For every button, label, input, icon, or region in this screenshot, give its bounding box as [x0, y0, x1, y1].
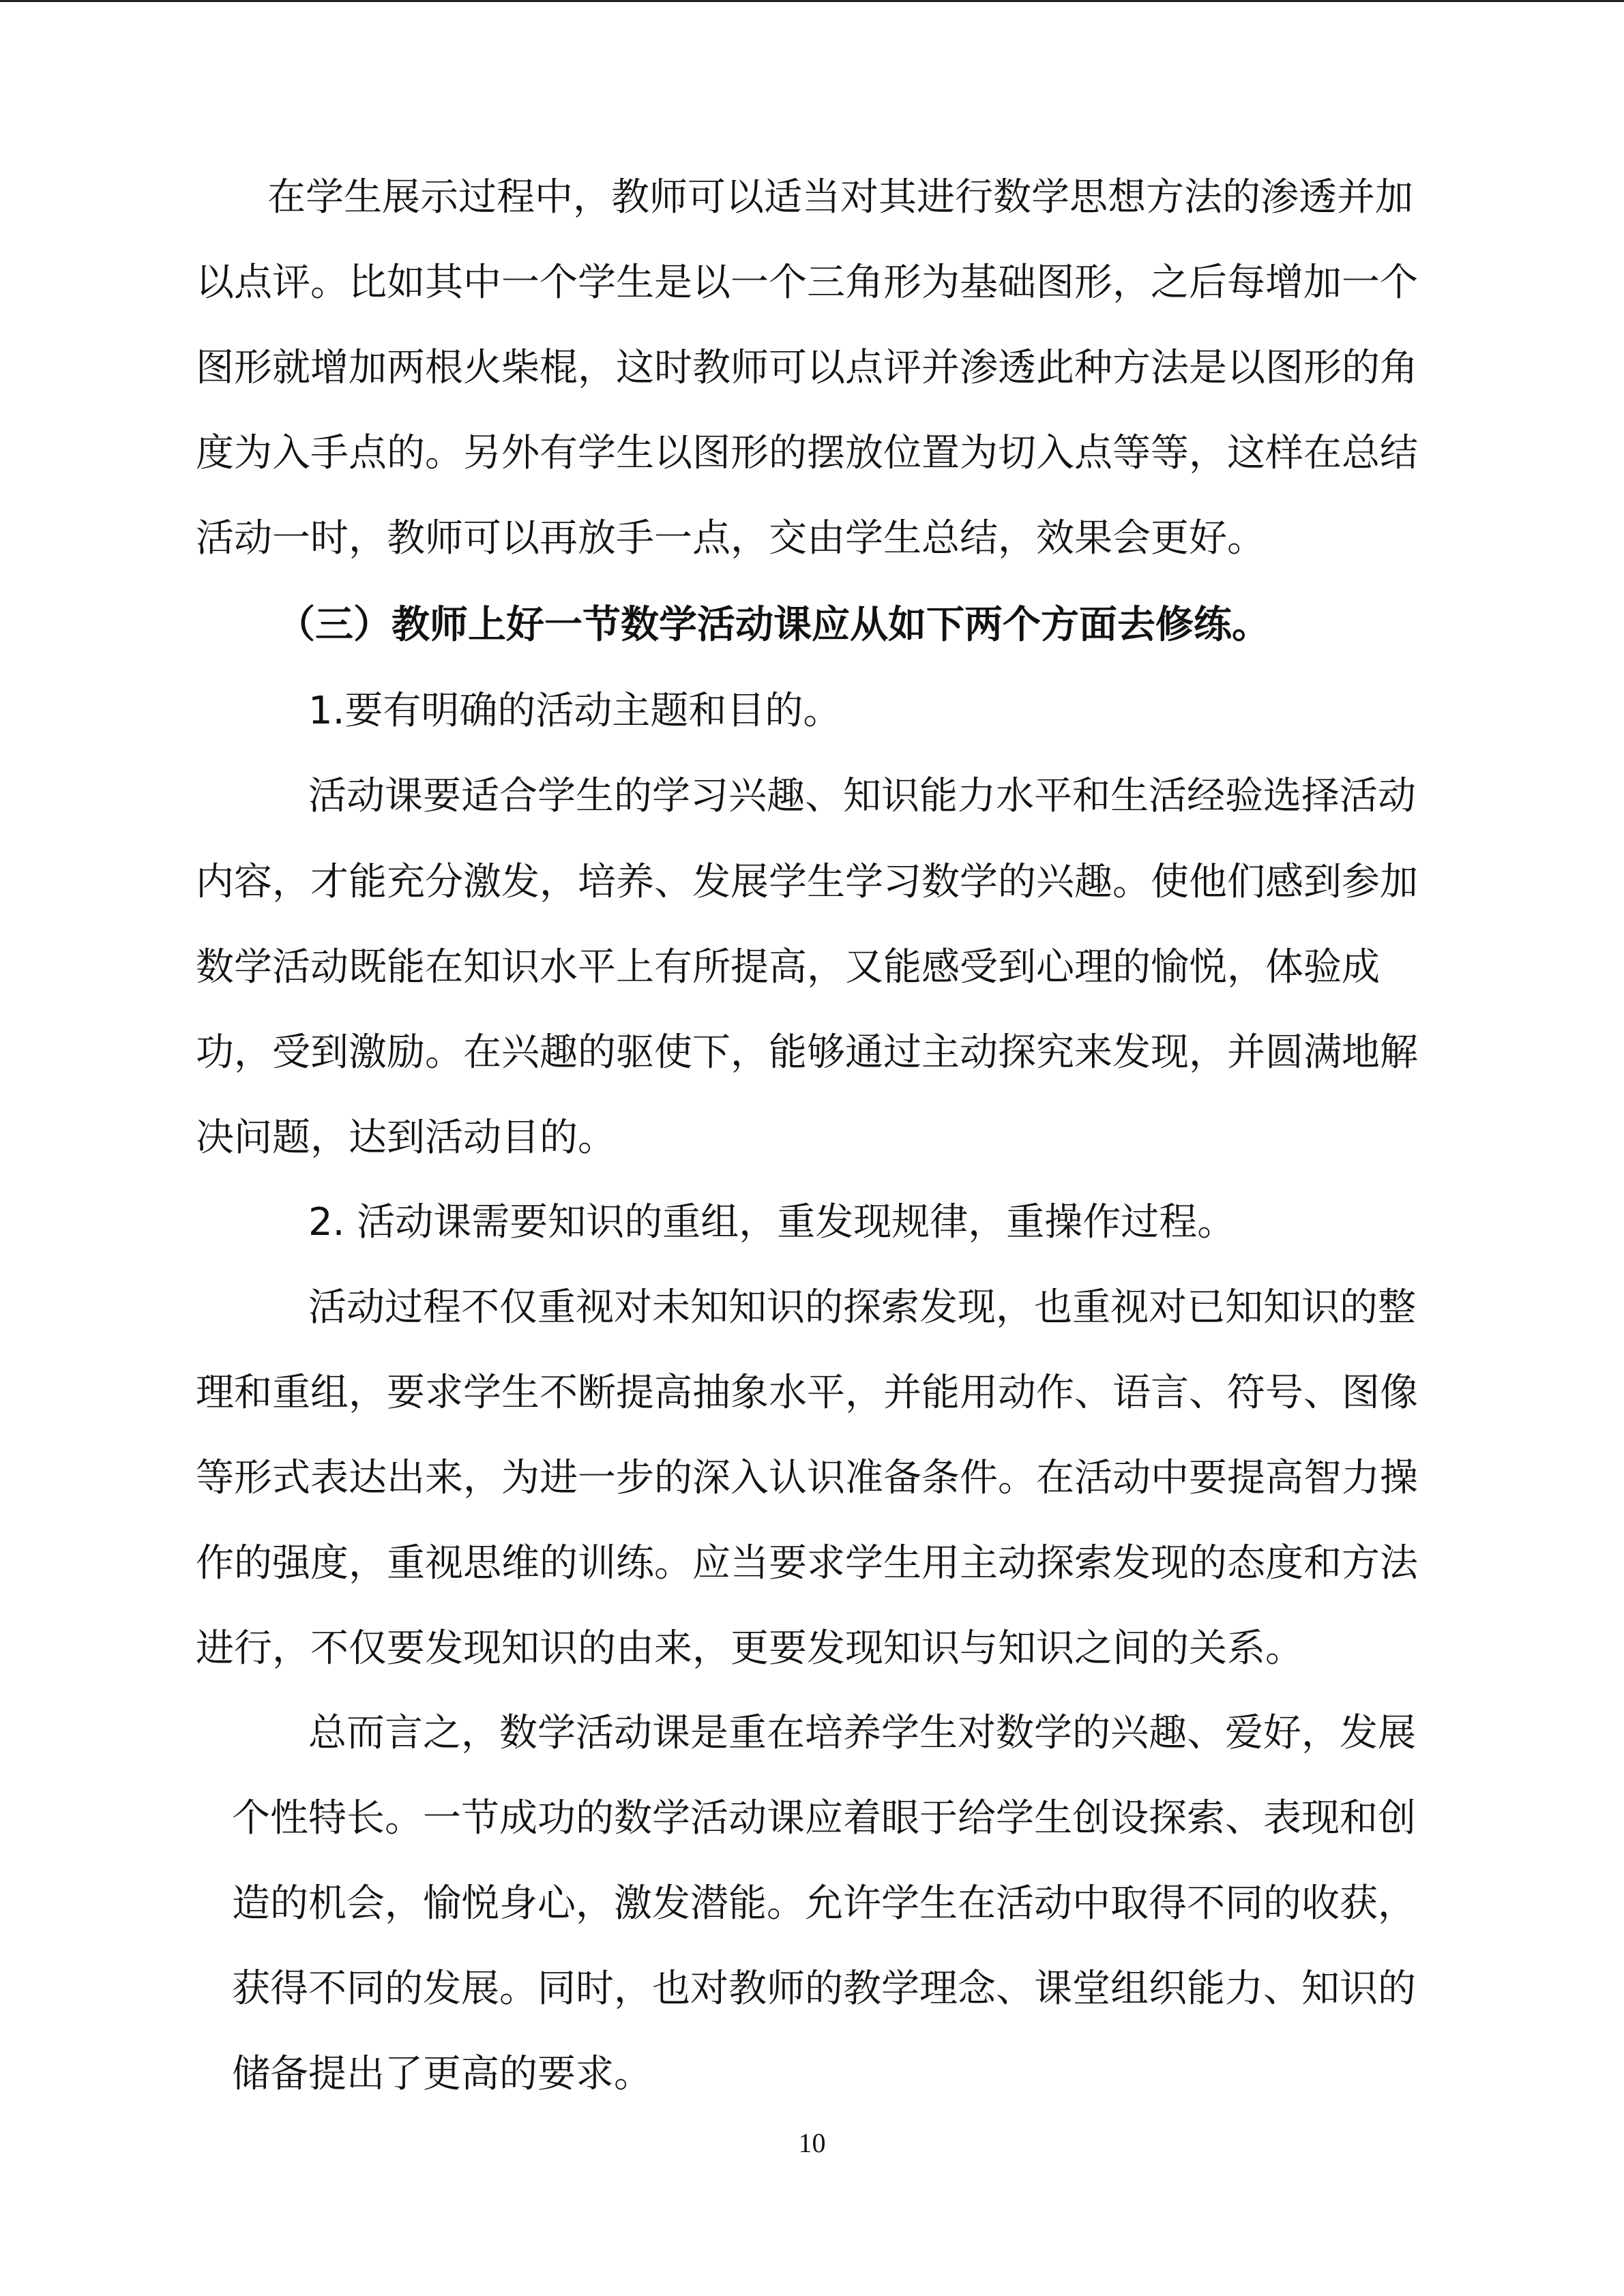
- text-line: 度为入手点的。另外有学生以图形的摆放位置为切入点等等，这样在总结: [196, 431, 1418, 475]
- text-line: 功，受到激励。在兴趣的驱使下，能够通过主动探究来发现，并圆满地解: [196, 1030, 1418, 1075]
- text-line: 内容，才能充分激发，培养、发展学生学习数学的兴趣。使他们感到参加: [196, 860, 1418, 904]
- text-line: 等形式表达出来，为进一步的深入认识准备条件。在活动中要提高智力操: [196, 1456, 1418, 1500]
- text-line: 活动一时，教师可以再放手一点，交由学生总结，效果会更好。: [196, 516, 1265, 561]
- subheading-2: 2. 活动课需要知识的重组，重发现规律，重操作过程。: [308, 1200, 1236, 1244]
- text-line: 总而言之，数学活动课是重在培养学生对数学的兴趣、爱好，发展: [308, 1711, 1416, 1755]
- text-line: 数学活动既能在知识水平上有所提高，又能感受到心理的愉悦，体验成: [196, 945, 1380, 989]
- text-line: 决问题，达到活动目的。: [196, 1116, 616, 1160]
- section-heading: （三）教师上好一节数学活动课应从如下两个方面去修练。: [277, 603, 1270, 647]
- text-line: 储备提出了更高的要求。: [232, 2052, 652, 2096]
- text-line: 活动过程不仅重视对未知知识的探索发现，也重视对已知知识的整: [308, 1285, 1416, 1330]
- text-line: 作的强度，重视思维的训练。应当要求学生用主动探索发现的态度和方法: [196, 1541, 1418, 1585]
- text-line: 造的机会，愉悦身心，激发潜能。允许学生在活动中取得不同的收获，: [232, 1881, 1416, 1926]
- text-line: 进行，不仅要发现知识的由来，更要发现知识与知识之间的关系。: [196, 1626, 1303, 1671]
- text-line: 以点评。比如其中一个学生是以一个三角形为基础图形，之后每增加一个: [196, 260, 1418, 305]
- subheading-1: 1.要有明确的活动主题和目的。: [308, 689, 842, 733]
- text-line: 活动课要适合学生的学习兴趣、知识能力水平和生活经验选择活动: [308, 774, 1416, 818]
- page-top-border: [0, 0, 1624, 2]
- page-number: 10: [798, 2128, 826, 2158]
- text-line: 获得不同的发展。同时，也对教师的教学理念、课堂组织能力、知识的: [232, 1967, 1416, 2011]
- text-line: 个性特长。一节成功的数学活动课应着眼于给学生创设探索、表现和创: [232, 1796, 1416, 1840]
- text-line: 在学生展示过程中，教师可以适当对其进行数学思想方法的渗透并加: [267, 175, 1413, 220]
- text-line: 理和重组，要求学生不断提高抽象水平，并能用动作、语言、符号、图像: [196, 1371, 1418, 1415]
- text-line: 图形就增加两根火柴棍，这时教师可以点评并渗透此种方法是以图形的角: [196, 346, 1418, 390]
